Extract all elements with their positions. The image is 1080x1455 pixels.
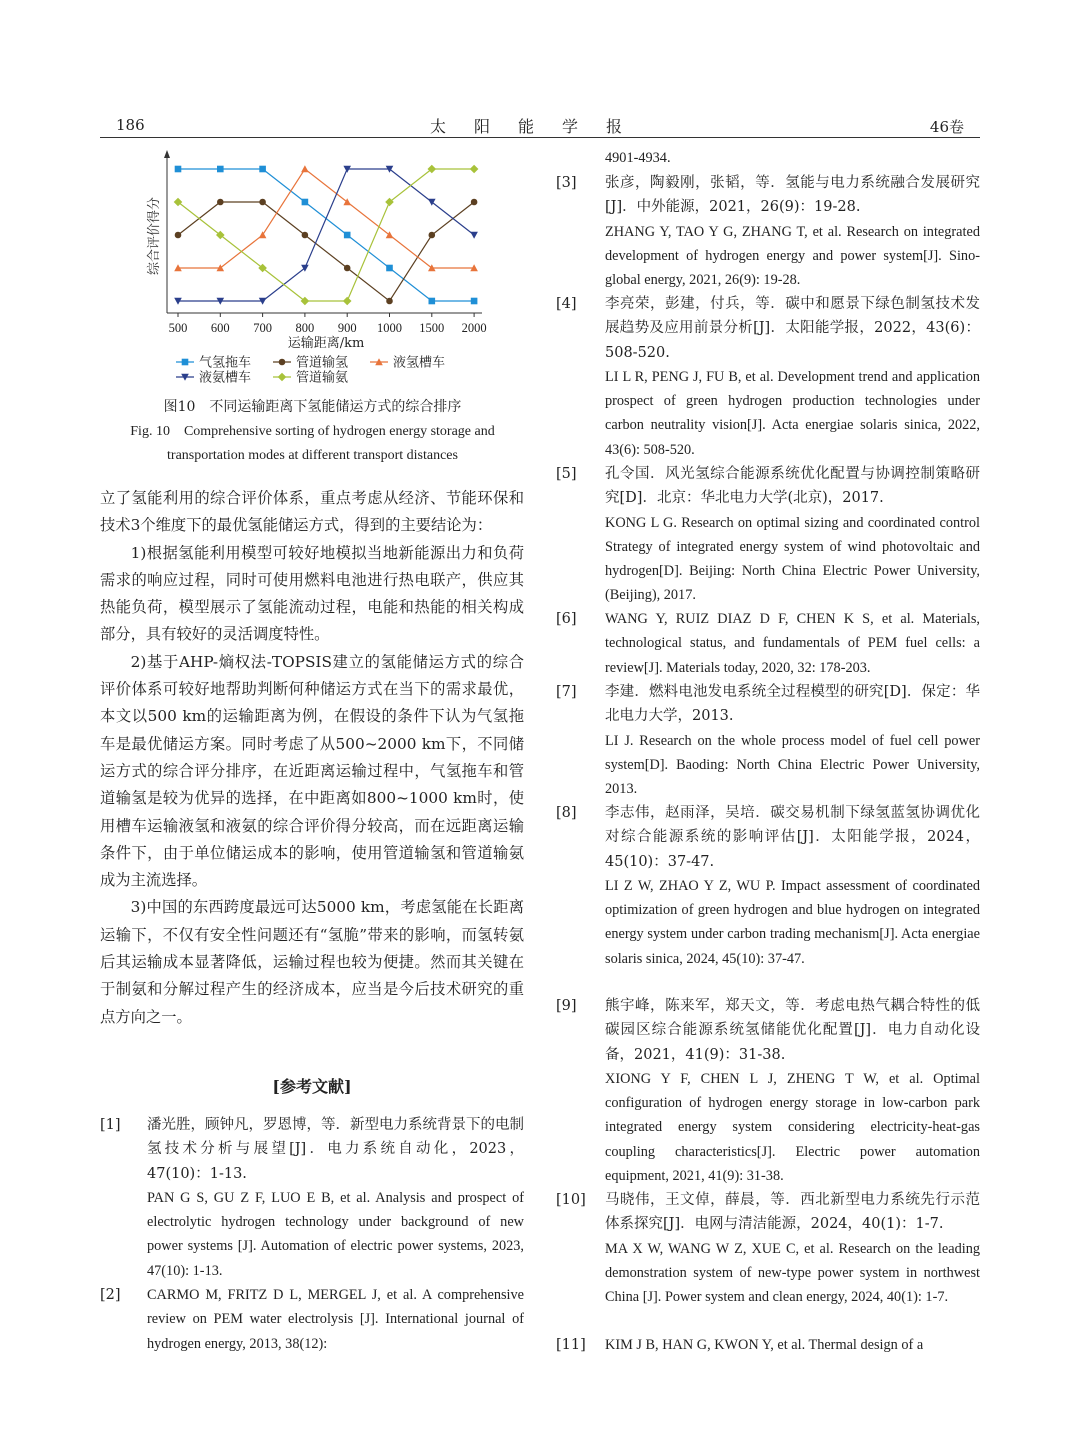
reference-text-en: MA X W, WANG W Z, XUE C, et al. Research on the leading demonstration system of new-type power system in northwest China [J]. Power system and clean energy, 2024, 40(1): 1-7.: [605, 1240, 980, 1306]
data-point-4-4: [343, 297, 352, 306]
reference-text-cn: 李建．燃料电池发电系统全过程模型的研究[D]．保定：华北电力大学，2013.: [605, 684, 980, 725]
data-point-1-7: [471, 199, 478, 206]
reference-number: [1]: [100, 1117, 121, 1133]
x-tick-label: 800: [295, 321, 315, 335]
data-point-1-5: [386, 298, 393, 305]
figure-caption-en: Fig. 10 Comprehensive sorting of hydrogen energy storage and transportation modes at different transport distances: [130, 424, 495, 463]
x-tick-label: 600: [210, 321, 230, 335]
x-tick-label: 900: [337, 321, 357, 335]
reference-number: [6]: [556, 611, 577, 627]
reference-body: [605, 607, 980, 680]
reference-number: [3]: [556, 175, 577, 191]
data-point-1-6: [429, 232, 436, 239]
reference-body: [605, 994, 980, 1188]
series-line-1: [178, 202, 474, 301]
reference-number: [11]: [556, 1337, 586, 1353]
paragraph: 2)基于AHP-熵权法-TOPSIS建立的氢能储运方式的综合评价体系可较好地帮助判断何种储运方式在当下的需求最优，本文以500 km的运输距离为例，在假设的条件下认为气氢拖车是最优储运方案。同时考虑了从500~2000 km下，不同储运方式的综合评分排序，在近距离运输过程中，气氢拖车和管道输氢是较为优异的选择，在中距离如800~1000 km时，使用槽车运输液氢和液氨的综合评价得分较高，而在远距离运输条件下，由于单位储运成本的影响，使用管道输氢和管道输氨成为主流选择。: [100, 652, 524, 890]
data-point-1-1: [217, 199, 224, 206]
x-tick-label: 1000: [377, 321, 402, 335]
reference-text-cn: 孔令国．风光氢综合能源系统优化配置与协调控制策略研究[D]．北京：华北电力大学(北京)，2017.: [605, 466, 980, 507]
legend-entry: 管道输氢: [296, 355, 349, 371]
reference-number: [10]: [556, 1192, 586, 1208]
reference-body: [147, 1283, 524, 1356]
reference-number: [5]: [556, 466, 577, 482]
paragraph: 3)中国的东西跨度最远可达5000 km，考虑氢能在长距离运输下，不仅有安全性问题还有“氢脆”带来的影响，而氢转氨后其运输成本显著降低，运输过程也较为便捷。然而其关键在于制氨和分解过程产生的经济成本，应当是今后技术研究的重点方向之一。: [100, 898, 524, 1026]
data-point-2-2: [259, 231, 267, 238]
data-point-1-0: [175, 232, 182, 239]
x-tick-label: 2000: [461, 321, 487, 335]
reference-text-en: XIONG Y F, CHEN L J, ZHENG T W, et al. Optimal configuration of hydrogen energy storage in low-carbon park integrated energy system considering electricity-heat-gas coupling characteristics[J]. Electric power automation equipment, 2021, 41(9): 31-38.: [605, 1070, 980, 1185]
data-point-0-3: [302, 199, 309, 206]
reference-text-cn: 熊宇峰，陈来军，郑天文，等．考虑电热气耦合特性的低碳园区综合能源系统氢储能优化配置[J]．电力自动化设备，2021，41(9)：31-38.: [605, 998, 980, 1063]
reference-text-en: ZHANG Y, TAO Y G, ZHANG T, et al. Research on integrated development of hydrogen energy and power system[J]. Sino-global energy, 2021, 26(9): 19-28.: [605, 223, 980, 289]
page-number: 186: [116, 116, 145, 134]
x-tick-label: 500: [168, 321, 188, 335]
reference-text-en: LI Z W, ZHAO Y Z, WU P. Impact assessment of coordinated optimization of green hydrogen and blue hydrogen on integrated energy system under carbon trading mechanism[J]. Acta energiae solaris sinica, 2024, 45(10): 37-47.: [605, 877, 980, 967]
volume-label: 46卷: [929, 118, 964, 136]
y-axis-label: 综合评价得分: [147, 196, 162, 276]
journal-title: 太阳能学报: [430, 117, 651, 136]
reference-text-en: LI L R, PENG J, FU B, et al. Development trend and application prospect of green hydrogen production technologies under carbon neutrality vision[J]. Acta energiae solaris sinica, 2022, 43(6): 508-520.: [605, 368, 980, 458]
data-point-0-0: [175, 166, 182, 173]
data-point-1-4: [344, 265, 351, 272]
data-point-2-3: [301, 165, 309, 172]
reference-body: [605, 146, 980, 170]
reference-text-cn: 马晓伟，王文倬，薛晨，等．西北新型电力系统先行示范体系探究[J]．电网与清洁能源，2024，40(1)：1-7.: [605, 1192, 980, 1233]
reference-text-en: KONG L G. Research on optimal sizing and coordinated control Strategy of integrated energy system of wind photovoltaic and hydrogen[D]. Beijing: North China Electric Power University, (Beijing), 2017.: [605, 514, 980, 604]
paragraph: 1)根据氢能利用模型可较好地模拟当地新能源出力和负荷需求的响应过程，同时可使用燃料电池进行热电联产，供应其热能负荷，模型展示了氢能流动过程，电能和热能的相关构成部分，具有较好的灵活调度特性。: [100, 543, 524, 644]
reference-text-en: CARMO M, FRITZ D L, MERGEL J, et al. A comprehensive review on PEM water electrolysis [J]. International journal of hydrogen energy, 2013, 38(12):: [147, 1287, 524, 1352]
data-point-0-4: [344, 232, 351, 239]
reference-body: [147, 1113, 524, 1283]
data-point-1-3: [302, 232, 309, 239]
data-point-0-7: [471, 298, 478, 305]
data-point-0-5: [386, 265, 393, 272]
reference-body: [605, 1188, 980, 1309]
reference-body: [605, 1333, 980, 1357]
data-point-0-6: [429, 298, 436, 305]
legend-marker: [279, 359, 286, 366]
data-point-4-7: [470, 165, 479, 174]
reference-body: [605, 680, 980, 801]
reference-text-cn: 潘光胜，顾钟凡，罗恩博，等．新型电力系统背景下的电制氢技术分析与展望[J]．电力系统自动化，2023，47(10)：1-13.: [147, 1117, 524, 1182]
conclusion-text: [100, 485, 524, 1031]
header-rule: [100, 137, 980, 138]
reference-number: [7]: [556, 684, 577, 700]
reference-body: [605, 171, 980, 292]
y-axis-arrow: [164, 150, 170, 158]
reference-text-en: WANG Y, RUIZ DIAZ D F, CHEN K S, et al. Materials, technological status, and fundamentals of PEM fuel cells: a review[J]. Materials today, 2020, 32: 178-203.: [605, 611, 980, 676]
legend-marker: [182, 359, 189, 366]
data-point-0-2: [259, 166, 266, 173]
x-tick-label: 700: [253, 321, 272, 335]
reference-text-cn: 李亮荣，彭建，付兵，等．碳中和愿景下绿色制氢技术发展趋势及应用前景分析[J]．太阳能学报，2022，43(6)：508-520.: [605, 296, 980, 361]
figure-caption-cn: 图10 不同运输距离下氢能储运方式的综合排序: [163, 399, 462, 415]
data-point-3-7: [470, 232, 478, 239]
x-axis-label: 运输距离/km: [287, 336, 365, 351]
data-point-1-2: [259, 199, 266, 206]
x-tick-label: 1500: [419, 321, 445, 335]
reference-number: [2]: [100, 1287, 121, 1303]
reference-text-en: PAN G S, GU Z F, LUO E B, et al. Analysis and prospect of electrolytic hydrogen technology under background of new power systems [J]. Automation of electric power systems, 2023, 47(10): 1-13.: [147, 1189, 524, 1279]
legend-entry: 液氨槽车: [199, 370, 252, 386]
reference-text-cn: 张彦，陶毅刚，张韬，等．氢能与电力系统融合发展研究[J]．中外能源，2021，26(9)：19-28.: [605, 175, 980, 216]
reference-number: [9]: [556, 998, 577, 1014]
reference-text-en: 4901-4934.: [605, 150, 671, 166]
reference-body: [605, 292, 980, 462]
data-point-0-1: [217, 166, 224, 173]
legend-marker: [278, 373, 287, 382]
reference-text-en: LI J. Research on the whole process model of fuel cell power system[D]. Baoding: North China Electric Power University, 2013.: [605, 732, 980, 798]
references-heading: [参考文献]: [272, 1077, 352, 1096]
reference-body: [605, 462, 980, 608]
reference-body: [605, 801, 980, 971]
paragraph: 立了氢能利用的综合评价体系，重点考虑从经济、节能环保和技术3个维度下的最优氢能储运方式，得到的主要结论为：: [100, 489, 524, 535]
reference-number: [8]: [556, 805, 577, 821]
legend-entry: 气氢拖车: [199, 355, 252, 371]
reference-number: [4]: [556, 296, 577, 312]
reference-text-cn: 李志伟，赵雨泽，吴培．碳交易机制下绿氢蓝氢协调优化对综合能源系统的影响评估[J]．太阳能学报，2024，45(10)：37-47.: [605, 805, 980, 870]
legend-entry: 管道输氨: [296, 370, 349, 386]
reference-text-en: KIM J B, HAN G, KWON Y, et al. Thermal design of a: [605, 1337, 924, 1353]
legend-entry: 液氢槽车: [393, 355, 446, 371]
